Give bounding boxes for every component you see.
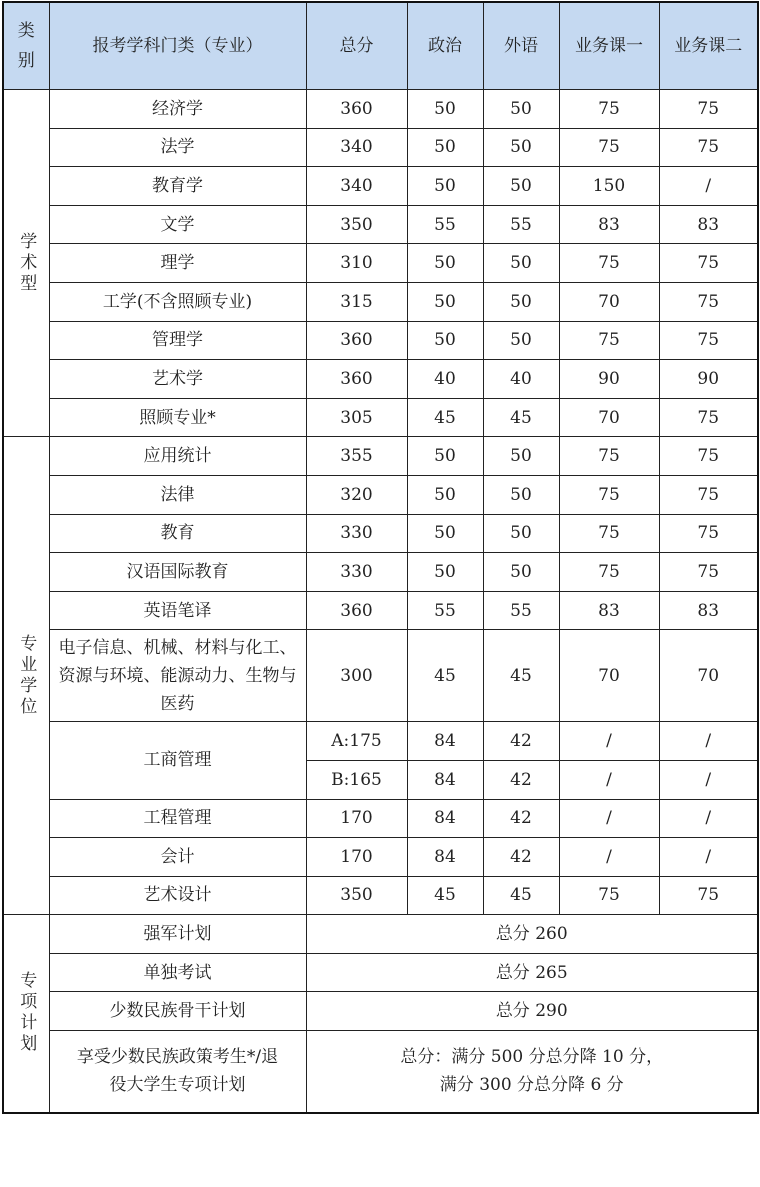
table-row [3,630,758,722]
course1-cell: 75 [559,514,659,553]
course2-cell: 83 [659,591,758,630]
subject-cell: 经济学 [49,90,306,129]
politics-cell: 84 [407,760,483,799]
subject-cell: 管理学 [49,321,306,360]
foreign-cell: 42 [483,760,559,799]
total-cell: 340 [306,167,407,206]
subject-cell: 工学(不含照顾专业) [49,282,306,321]
total-cell: 360 [306,90,407,129]
total-cell: 300 [306,630,407,722]
subject-cell: 教育学 [49,167,306,206]
subject-cell: 工商管理 [49,722,306,799]
foreign-cell: 50 [483,282,559,321]
foreign-cell: 50 [483,167,559,206]
course2-cell: 75 [659,398,758,437]
subject-cell: 法学 [49,128,306,167]
foreign-cell: 55 [483,205,559,244]
table-row [3,90,758,129]
value-line: 满分 300 分总分降 6 分 [439,1075,624,1096]
foreign-cell: 50 [483,321,559,360]
subject-cell: 少数民族骨干计划 [49,992,306,1031]
course1-cell: 75 [559,321,659,360]
category-special-label: 专项计划 [16,971,37,1056]
course2-cell: 75 [659,475,758,514]
subject-cell: 会计 [49,838,306,877]
foreign-cell: 45 [483,398,559,437]
value-line: 总分：满分 500 分总分降 10 分， [400,1047,664,1068]
course2-cell: 75 [659,282,758,321]
total-cell: 170 [306,799,407,838]
total-cell: 360 [306,321,407,360]
foreign-cell: 40 [483,360,559,399]
table-row [3,799,758,838]
foreign-cell: 50 [483,244,559,283]
header-course1: 业务课一 [559,2,659,90]
politics-cell: 50 [407,553,483,592]
course2-cell: / [659,838,758,877]
subject-cell: 电子信息、机械、材料与化工、资源与环境、能源动力、生物与医药 [49,630,306,722]
foreign-cell: 42 [483,799,559,838]
foreign-cell: 50 [483,553,559,592]
foreign-cell: 55 [483,591,559,630]
course2-cell: 70 [659,630,758,722]
course1-cell: 75 [559,90,659,129]
course2-cell: / [659,167,758,206]
table-row [3,205,758,244]
table-row [3,167,758,206]
course1-cell: / [559,838,659,877]
header-total: 总分 [306,2,407,90]
total-cell: 330 [306,514,407,553]
course1-cell: 75 [559,244,659,283]
category-special [3,915,49,1113]
total-cell: 340 [306,128,407,167]
subject-line: 役大学生专项计划 [109,1075,246,1096]
subject-cell: 法律 [49,475,306,514]
total-cell: 330 [306,553,407,592]
course2-cell: 75 [659,437,758,476]
table-row [3,953,758,992]
value-cell: 总分 265 [306,953,758,992]
course2-cell: 75 [659,128,758,167]
table-row [3,128,758,167]
course2-cell: 83 [659,205,758,244]
value-cell: 总分 260 [306,915,758,954]
c2-cell: / [659,722,758,761]
table-row [3,553,758,592]
foreign-cell: 45 [483,876,559,915]
category-professional-label: 专业学位 [16,633,37,718]
subject-cell: 照顾专业* [49,398,306,437]
course1-cell: 75 [559,437,659,476]
header-subject: 报考学科门类（专业） [49,2,306,90]
politics-cell: 50 [407,90,483,129]
subject-cell: 艺术学 [49,360,306,399]
foreign-cell: 42 [483,722,559,761]
c2-cell: / [659,760,758,799]
c1-cell: / [559,760,659,799]
table-row [3,992,758,1031]
politics-cell: 50 [407,167,483,206]
table-row [3,876,758,915]
category-academic [3,90,49,437]
politics-cell: 50 [407,282,483,321]
subject-cell: 应用统计 [49,437,306,476]
table-row [3,244,758,283]
course1-cell: 83 [559,205,659,244]
course1-cell: 70 [559,398,659,437]
table-row [3,838,758,877]
politics-cell: 84 [407,722,483,761]
table-row [3,475,758,514]
subject-cell: 汉语国际教育 [49,553,306,592]
course1-cell: 75 [559,553,659,592]
header-politics: 政治 [407,2,483,90]
course1-cell: 70 [559,282,659,321]
course1-cell: / [559,799,659,838]
foreign-cell: 50 [483,514,559,553]
politics-cell: 55 [407,591,483,630]
foreign-cell: 50 [483,437,559,476]
table-row [3,360,758,399]
header-category [3,2,49,90]
total-cell: 170 [306,838,407,877]
header-category-line1: 类 [17,21,35,41]
course1-cell: 75 [559,128,659,167]
total-cell: 310 [306,244,407,283]
politics-cell: 50 [407,437,483,476]
subject-cell: 单独考试 [49,953,306,992]
course2-cell: 75 [659,876,758,915]
foreign-cell: 45 [483,630,559,722]
course1-cell: 90 [559,360,659,399]
subject-line: 享受少数民族政策考生*/退 [76,1047,279,1068]
foreign-cell: 50 [483,128,559,167]
score-table [2,1,759,1114]
table-row [3,915,758,954]
politics-cell: 55 [407,205,483,244]
subject-cell: 工程管理 [49,799,306,838]
course2-cell: / [659,799,758,838]
subject-cell [49,1031,306,1113]
header-category-line2: 别 [17,51,35,71]
table-row [3,514,758,553]
subject-cell: 文学 [49,205,306,244]
politics-cell: 84 [407,838,483,877]
politics-cell: 45 [407,630,483,722]
table-row [3,437,758,476]
course2-cell: 75 [659,553,758,592]
course1-cell: 83 [559,591,659,630]
c1-cell: / [559,722,659,761]
course2-cell: 75 [659,514,758,553]
table-row [3,282,758,321]
subject-cell: 理学 [49,244,306,283]
total-cell: 355 [306,437,407,476]
foreign-cell: 42 [483,838,559,877]
total-cell: 350 [306,205,407,244]
total-cell: 350 [306,876,407,915]
politics-cell: 50 [407,128,483,167]
course1-cell: 75 [559,475,659,514]
foreign-cell: 50 [483,475,559,514]
header-foreign: 外语 [483,2,559,90]
politics-cell: 50 [407,475,483,514]
course2-cell: 90 [659,360,758,399]
subject-cell: 英语笔译 [49,591,306,630]
value-cell [306,1031,758,1113]
course2-cell: 75 [659,321,758,360]
total-cell: A:175 [306,722,407,761]
course2-cell: 75 [659,244,758,283]
foreign-cell: 50 [483,90,559,129]
politics-cell: 45 [407,876,483,915]
subject-cell: 艺术设计 [49,876,306,915]
course1-cell: 150 [559,167,659,206]
header-row [3,2,758,90]
total-cell: 360 [306,591,407,630]
total-cell: B:165 [306,760,407,799]
total-cell: 315 [306,282,407,321]
total-cell: 360 [306,360,407,399]
politics-cell: 50 [407,514,483,553]
course1-cell: 70 [559,630,659,722]
course2-cell: 75 [659,90,758,129]
subject-cell: 教育 [49,514,306,553]
politics-cell: 84 [407,799,483,838]
value-cell: 总分 290 [306,992,758,1031]
course1-cell: 75 [559,876,659,915]
category-academic-label: 学术型 [16,231,37,295]
total-cell: 305 [306,398,407,437]
politics-cell: 45 [407,398,483,437]
total-cell: 320 [306,475,407,514]
table-row [3,591,758,630]
politics-cell: 50 [407,244,483,283]
header-course2: 业务课二 [659,2,758,90]
category-professional [3,437,49,915]
politics-cell: 40 [407,360,483,399]
table-row [3,1031,758,1113]
table-row [3,321,758,360]
table-row [3,722,758,761]
subject-cell: 强军计划 [49,915,306,954]
table-row [3,398,758,437]
politics-cell: 50 [407,321,483,360]
